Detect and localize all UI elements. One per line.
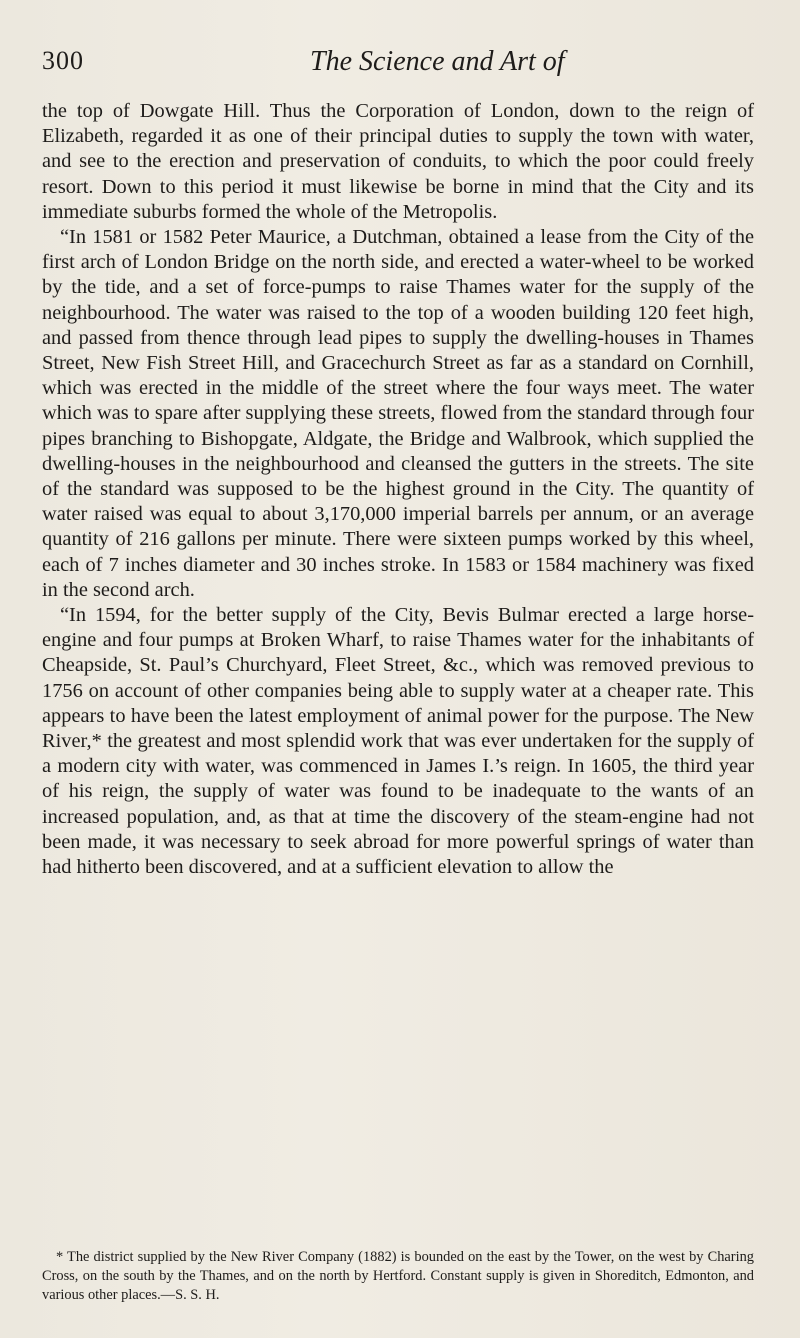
body-text (42, 99, 754, 880)
footnote: * The district supplied by the New River Company (1882) is bounded on the east by the Tower, on the west by Charing Cross, on the south by the Thames, and on the north by Hertford. Constant supply is given in Shoreditch, Edmonton, and various other places.—S. S. H. (42, 1249, 754, 1303)
page-number: 300 (42, 46, 84, 75)
paragraph-2: “In 1581 or 1582 Peter Maurice, a Dutchman, obtained a lease from the City of the first arch of London Bridge on the north side, and erected a water-wheel to be worked by the tide, and a set of force-pumps to raise Thames water for the supply of the neighbourhood. The water was raised to the top of a wooden building 120 feet high, and passed from thence through lead pipes to supply the dwelling-houses in Thames Street, New Fish Street Hill, and Gracechurch Street as far as a standard on Cornhill, which was erected in the middle of the street where the four ways meet. The water which was to spare after supplying these streets, flowed from the standard through four pipes branching to Bishopgate, Aldgate, the Bridge and Walbrook, which supplied the dwelling-houses in the neighbourhood and cleansed the gutters in the streets. The site of the standard was supposed to be the highest ground in the City. The quantity of water raised was equal to about 3,170,000 imperial barrels per annum, or an average quantity of 216 gallons per minute. There were sixteen pumps worked by this wheel, each of 7 inches diameter and 30 inches stroke. In 1583 or 1584 machinery was fixed in the second arch. (42, 226, 754, 601)
paragraph-1: the top of Dowgate Hill. Thus the Corporation of London, down to the reign of Elizabeth, regarded it as one of their principal duties to supply the town with water, and see to the erection and preservation of conduits, to which the poor could freely resort. Down to this period it must likewise be borne in mind that the City and its immediate suburbs formed the whole of the Metropolis. (42, 100, 754, 223)
page-header (0, 46, 800, 86)
paragraph-3: “In 1594, for the better supply of the City, Bevis Bulmar erected a large horse-engine and four pumps at Broken Wharf, to raise Thames water for the inhabitants of Cheapside, St. Paul’s Churchyard, Fleet Street, &c., which was removed previous to 1756 on account of other companies being able to supply water at a cheaper rate. This appears to have been the latest employment of animal power for the purpose. The New River,* the greatest and most splendid work that was ever undertaken for the supply of a modern city with water, was commenced in James I.’s reign. In 1605, the third year of his reign, the supply of water was found to be inadequate to the wants of an increased population, and, as that at time the discovery of the steam-engine had not been made, it was necessary to seek abroad for more powerful springs of water than had hitherto been discovered, and at a sufficient elevation to allow the (42, 604, 754, 879)
running-title: The Science and Art of (310, 46, 565, 77)
